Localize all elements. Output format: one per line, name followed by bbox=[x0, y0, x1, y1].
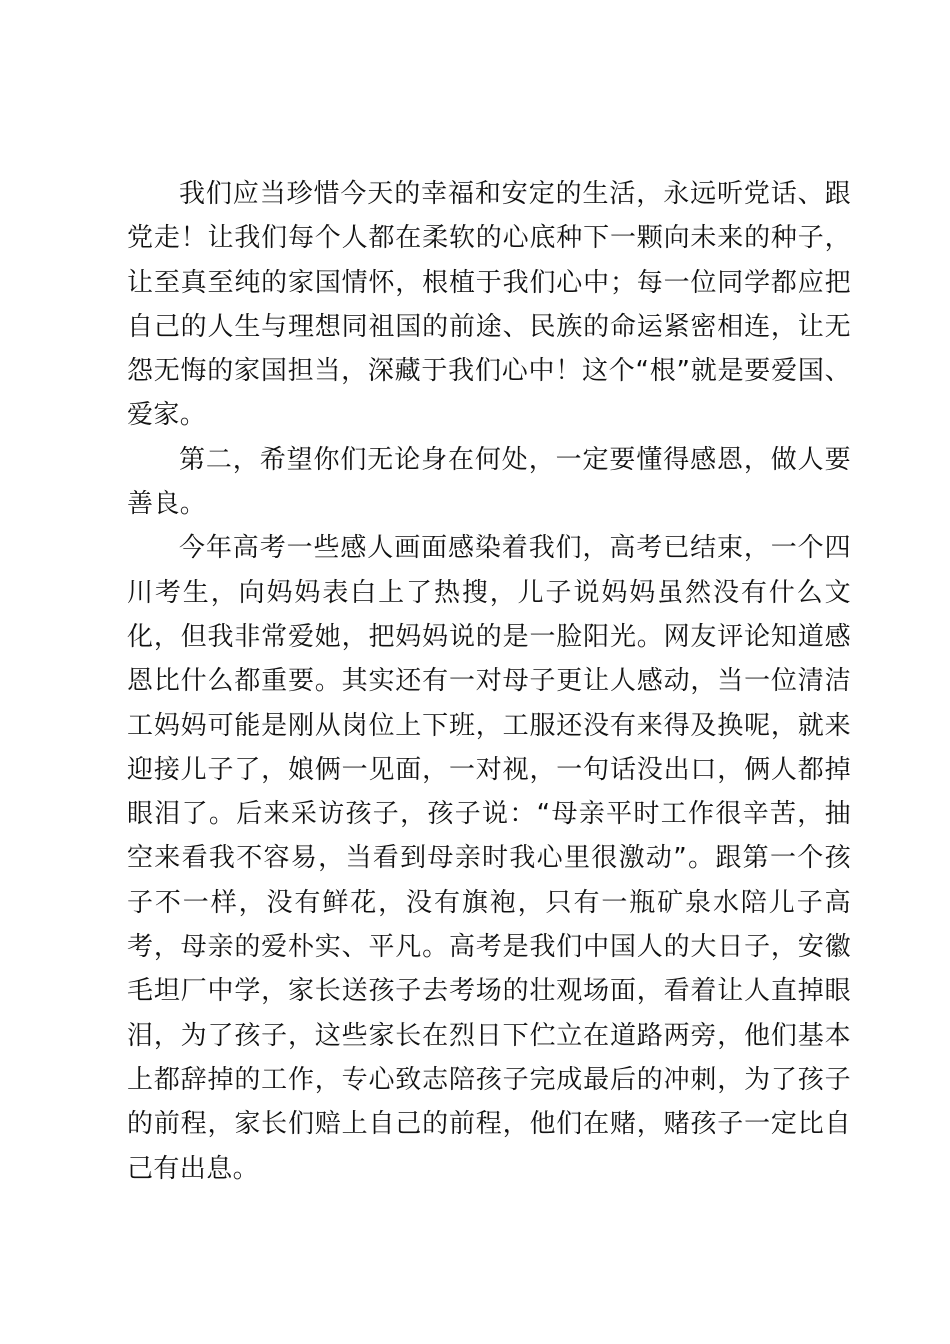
body-paragraph-2: 第二，希望你们无论身在何处，一定要懂得感恩，做人要善良。 bbox=[127, 444, 851, 520]
document-page bbox=[127, 172, 851, 1191]
body-paragraph-3: 今年高考一些感人画面感染着我们，高考已结束，一个四川考生，向妈妈表白上了热搜，儿子说妈妈虽然没有什么文化，但我非常爱她，把妈妈说的是一脸阳光。网友评论知道感恩比什么都重要。其实还有一对母子更让人感动，当一位清洁工妈妈可能是刚从岗位上下班，工服还没有来得及换呢，就来迎接儿子了，娘俩一见面，一对视，一句话没出口，俩人都掉眼泪了。后来采访孩子，孩子说：“母亲平时工作很辛苦，抽空来看我不容易，当看到母亲时我心里很激动”。跟第一个孩子不一样，没有鲜花，没有旗袍，只有一瓶矿泉水陪儿子高考，母亲的爱朴实、平凡。高考是我们中国人的大日子，安徽毛坦厂中学，家长送孩子去考场的壮观场面，看着让人直掉眼泪，为了孩子，这些家长在烈日下伫立在道路两旁，他们基本上都辞掉的工作，专心致志陪孩子完成最后的冲刺，为了孩子的前程，家长们赔上自己的前程，他们在赌，赌孩子一定比自己有出息。 bbox=[127, 533, 851, 1184]
body-paragraph-1: 我们应当珍惜今天的幸福和安定的生活，永远听党话、跟党走！让我们每个人都在柔软的心底种下一颗向未来的种子，让至真至纯的家国情怀，根植于我们心中；每一位同学都应把自己的人生与理想同祖国的前途、民族的命运紧密相连，让无怨无悔的家国担当，深藏于我们心中！这个“根”就是要爱国、爱家。 bbox=[127, 179, 851, 431]
